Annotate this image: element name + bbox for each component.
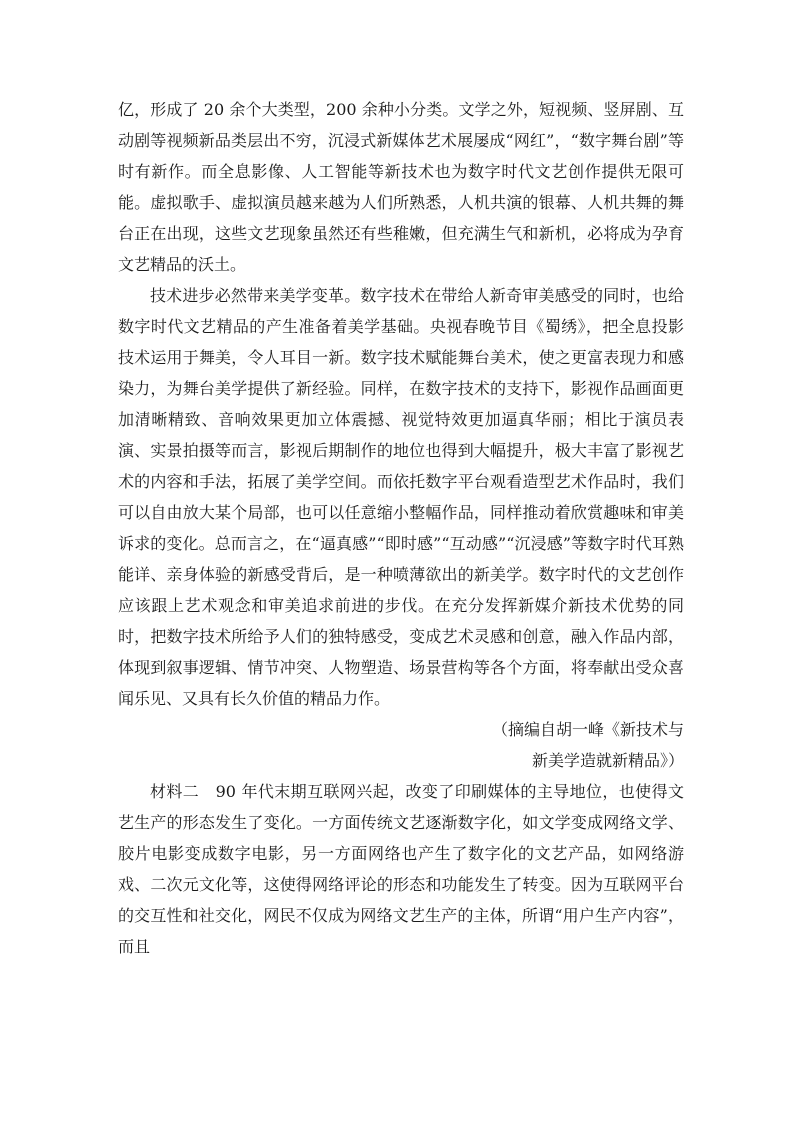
source-citation: [118, 714, 684, 776]
paragraph-tech-aesthetics: 技术进步必然带来美学变革。数字技术在带给人新奇审美感受的同时，也给数字时代文艺精品的产生准备着美学基础。央视春晚节目《蜀绣》，把全息投影技术运用于舞美，令人耳目一新。数字技术赋能舞台美术，使之更富表现力和感染力，为舞台美学提供了新经验。同样，在数字技术的支持下，影视作品画面更加清晰精致、音响效果更加立体震撼、视觉特效更加逼真华丽；相比于演员表演、实景拍摄等而言，影视后期制作的地位也得到大幅提升，极大丰富了影视艺术的内容和手法，拓展了美学空间。而依托数字平台观看造型艺术作品时，我们可以自由放大某个局部，也可以任意缩小整幅作品，同样推动着欣赏趣味和审美诉求的变化。总而言之，在“逼真感”“即时感”“互动感”“沉浸感”等数字时代耳熟能详、亲身体验的新感受背后，是一种喷薄欲出的新美学。数字时代的文艺创作应该跟上艺术观念和审美追求前进的步伐。在充分发挥新媒介新技术优势的同时，把数字技术所给予人们的独特感受，变成艺术灵感和创意，融入作品内部，体现到叙事逻辑、情节冲突、人物塑造、场景营构等各个方面，将奉献出受众喜闻乐见、又具有长久价值的精品力作。: [118, 286, 684, 708]
paragraph-continuation: 亿，形成了 20 余个大类型，200 余种小分类。文学之外，短视频、竖屏剧、互动剧等视频新品类层出不穷，沉浸式新媒体艺术展屡成“网红”，“数字舞台剧”等时有新作。而全息影像、人工智能等新技术也为数字时代文艺创作提供无限可能。虚拟歌手、虚拟演员越来越为人们所熟悉，人机共演的银幕、人机共舞的舞台正在出现，这些文艺现象虽然还有些稚嫩，但充满生气和新机，必将成为孕育文艺精品的沃土。: [118, 100, 684, 274]
document-page: [118, 94, 684, 962]
source-line-1: （摘编自胡一峰《新技术与: [491, 720, 684, 739]
source-line-2: 新美学造就新精品》）: [531, 751, 684, 770]
paragraph-material-two: 材料二 90 年代末期互联网兴起，改变了印刷媒体的主导地位，也使得文艺生产的形态发生了变化。一方面传统文艺逐渐数字化，如文学变成网络文学、胶片电影变成数字电影，另一方面网络也产生了数字化的文艺产品，如网络游戏、二次元文化等，这使得网络评论的形态和功能发生了转变。因为互联网平台的交互性和社交化，网民不仅成为网络文艺生产的主体，所谓“用户生产内容”，而且: [118, 782, 684, 956]
